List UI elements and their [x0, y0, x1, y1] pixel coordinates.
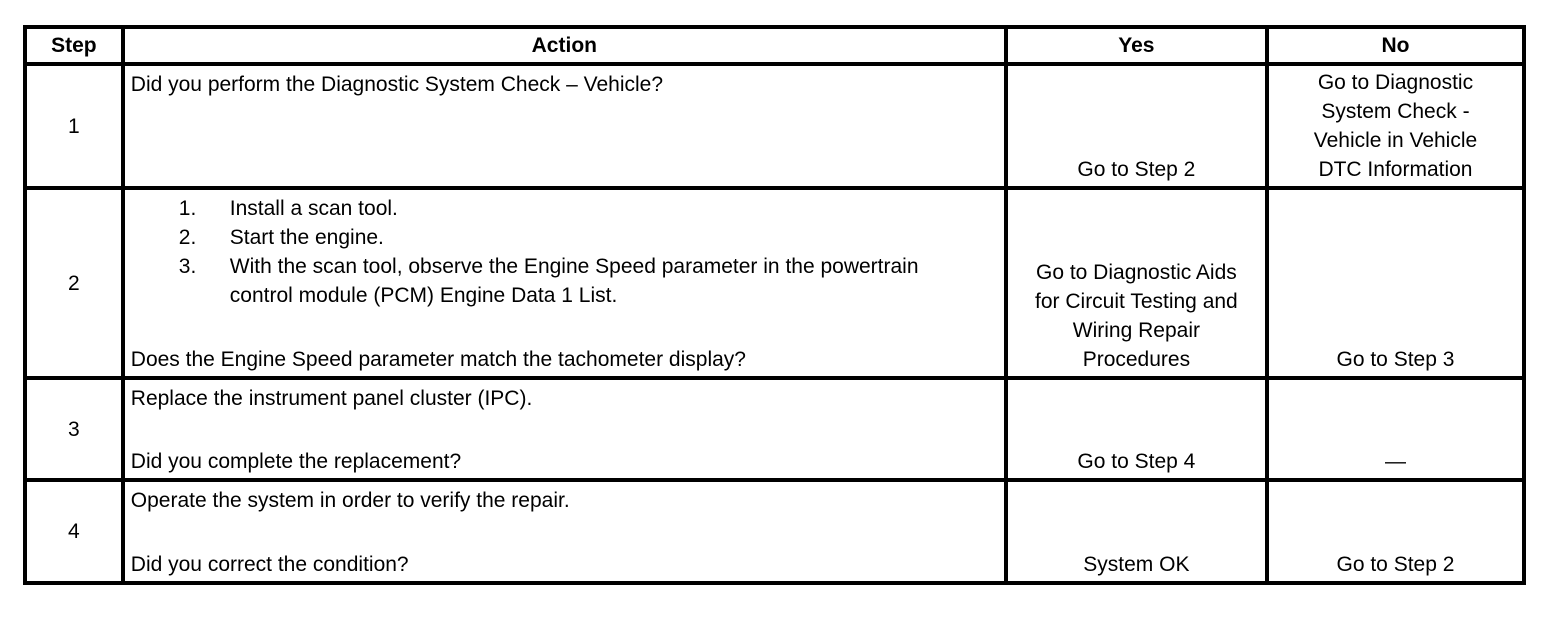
substep-text: Install a scan tool.: [229, 197, 398, 220]
action-question: Did you correct the condition?: [130, 553, 409, 576]
table-row: [25, 188, 1524, 378]
diagnostic-table: [23, 25, 1526, 585]
action-cell: [123, 188, 1006, 378]
substep-number: 2.: [178, 226, 197, 249]
step-number: 1: [25, 64, 123, 188]
table-row: [25, 64, 1524, 188]
no-cell: Go to Step 3: [1267, 188, 1524, 378]
yes-cell: System OK: [1006, 480, 1267, 583]
header-no: No: [1267, 27, 1524, 64]
action-cell: [123, 64, 1006, 188]
action-question: Did you complete the replacement?: [130, 450, 462, 473]
action-question: Does the Engine Speed parameter match the tachometer display?: [130, 348, 746, 371]
substep-text: With the scan tool, observe the Engine Speed parameter in the powertrain control module (PCM) Engine Data 1 List.: [229, 255, 919, 307]
table-row: [25, 480, 1524, 583]
step-number: 3: [25, 378, 123, 480]
substep-number: 3.: [178, 255, 197, 278]
action-text: Operate the system in order to verify the repair.: [130, 489, 570, 512]
header-action: Action: [123, 27, 1006, 64]
yes-cell: Go to Diagnostic Aids for Circuit Testing and Wiring Repair Procedures: [1006, 188, 1267, 378]
action-cell: [123, 480, 1006, 583]
step-number: 2: [25, 188, 123, 378]
list-item: [131, 252, 998, 310]
list-item: [131, 223, 998, 252]
header-step: Step: [25, 27, 123, 64]
substep-text: Start the engine.: [229, 226, 384, 249]
substep-list: [131, 194, 998, 310]
header-yes: Yes: [1006, 27, 1267, 64]
substep-number: 1.: [178, 197, 197, 220]
step-number: 4: [25, 480, 123, 583]
yes-cell: Go to Step 4: [1006, 378, 1267, 480]
yes-cell: Go to Step 2: [1006, 64, 1267, 188]
no-cell: —: [1267, 378, 1524, 480]
action-cell: [123, 378, 1006, 480]
action-text: Replace the instrument panel cluster (IPC).: [130, 387, 533, 410]
list-item: [131, 194, 998, 223]
table-row: [25, 378, 1524, 480]
action-text: Did you perform the Diagnostic System Check – Vehicle?: [130, 73, 664, 96]
no-cell: Go to Diagnostic System Check - Vehicle in Vehicle DTC Information: [1267, 64, 1524, 188]
header-row: [25, 27, 1524, 64]
no-cell: Go to Step 2: [1267, 480, 1524, 583]
